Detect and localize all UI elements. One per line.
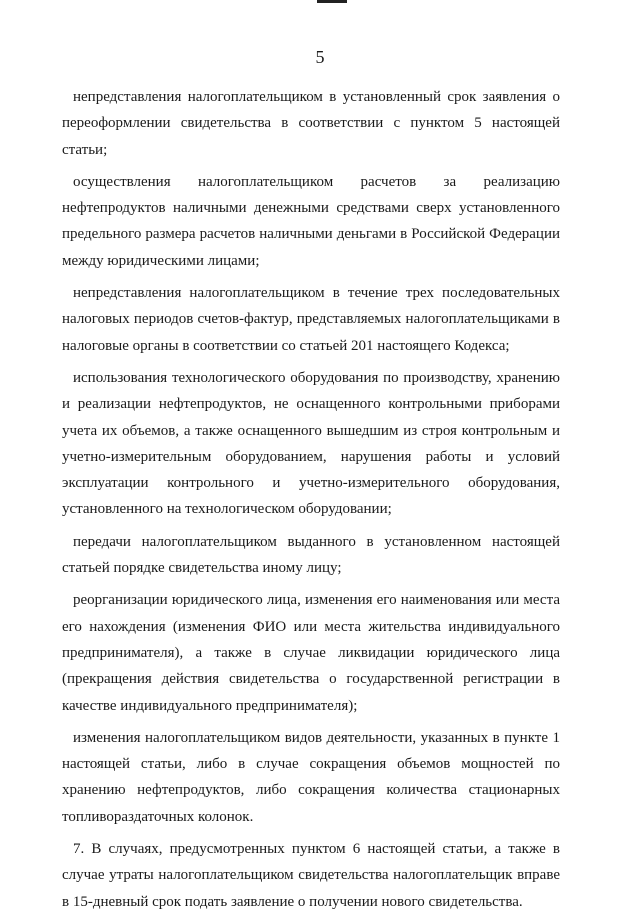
paragraph-activity-change: изменения налогоплательщиком видов деятельности, указанных в пункте 1 настоящей статьи, либо в случае сокращения объемов мощностей по хранению нефтепродуктов, либо сокращения количества стационарных топливораздаточных колонок. xyxy=(62,729,560,825)
paragraph-failure-to-submit-reissue: непредставления налогоплательщиком в установленный срок заявления о переоформлении свидетельства в соответствии с пунктом 5 настоящей статьи; xyxy=(62,89,560,158)
paragraph-equipment-metering: использования технологического оборудования по производству, хранению и реализации нефтепродуктов, не оснащенного контрольными приборами учета их объемов, а также оснащенного вышедшим из строя контрольным и учетно-измерительным оборудованием, нарушения работы и условий эксплуатации контрольного и учетно-измерительного оборудования, установленного на технологическом оборудовании; xyxy=(62,369,560,518)
paragraph-reorganization: реорганизации юридического лица, изменения его наименования или места его нахождения (изменения ФИО или места жительства индивидуального предпринимателя), а также в случае ликвидации юридического лица (прекращения действия свидетельства о государственной регистрации в качестве индивидуального предпринимателя); xyxy=(62,592,560,714)
top-edge-mark xyxy=(317,0,347,3)
paragraph-cash-settlements: осуществления налогоплательщиком расчетов за реализацию нефтепродуктов наличными денежными средствами сверх установленного предельного размера расчетов наличными деньгами в Российской Федерации между юридическими лицами; xyxy=(62,173,560,269)
paragraph-certificate-transfer: передачи налогоплательщиком выданного в установленном настоящей статьей порядке свидетельства иному лицу; xyxy=(62,533,560,577)
page-number: 5 xyxy=(315,47,325,67)
paragraph-invoices-not-submitted: непредставления налогоплательщиком в течение трех последовательных налоговых периодов счетов-фактур, представляемых налогоплательщиками в налоговые органы в соответствии со статьей 201 настоящего Кодекса; xyxy=(62,285,560,354)
paragraph-item-7-new-certificate: 7. В случаях, предусмотренных пунктом 6 настоящей статьи, а также в случае утраты налогоплательщиком свидетельства налогоплательщик вправе в 15-дневный срок подать заявление о получении нового свидетельства. xyxy=(62,841,560,910)
document-body xyxy=(62,84,560,915)
